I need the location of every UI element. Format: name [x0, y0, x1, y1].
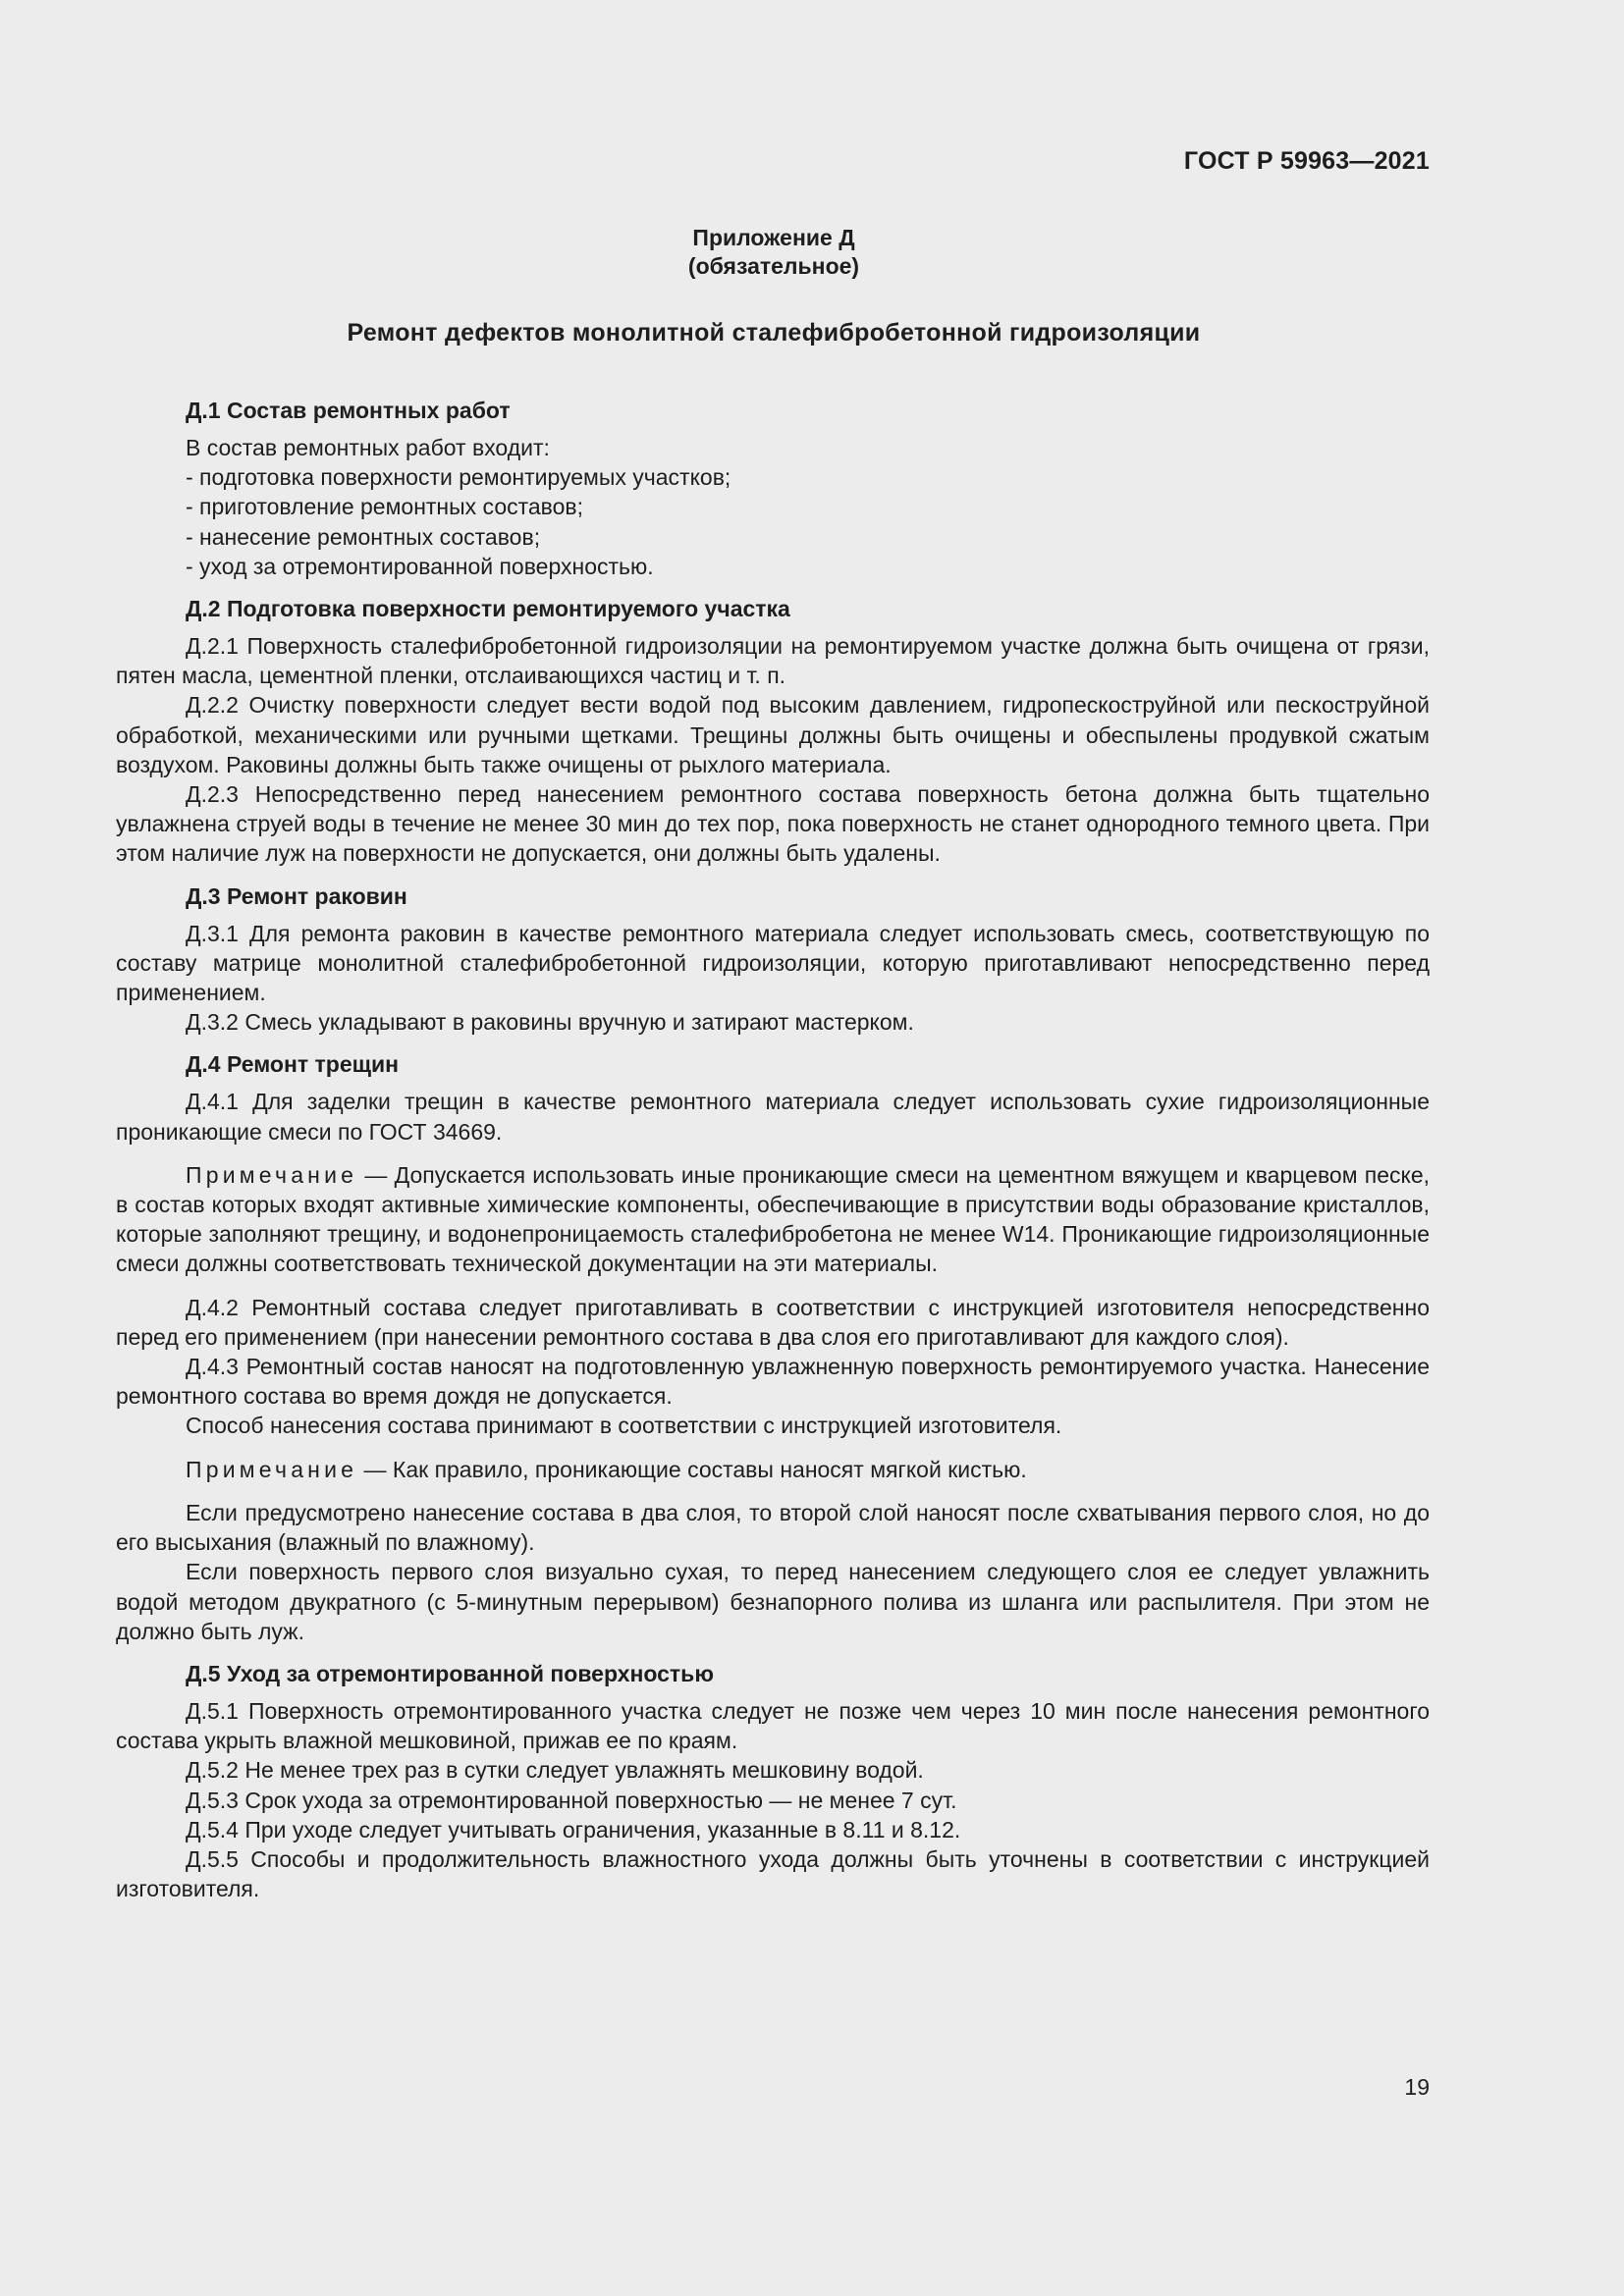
- section-heading-d1: Д.1 Состав ремонтных работ: [186, 398, 511, 423]
- paragraph-d5-4: Д.5.4 При уходе следует учитывать ограничения, указанные в 8.11 и 8.12.: [186, 1816, 961, 1842]
- section-heading-d2: Д.2 Подготовка поверхности ремонтируемого участка: [186, 596, 790, 622]
- paragraph-d4-3: Д.4.3 Ремонтный состав наносят на подготовленную увлажненную поверхность ремонтируемого участка. Нанесение ремонтного состава во время дождя не допускается.: [116, 1354, 1430, 1410]
- paragraph-d4-1: Д.4.1 Для заделки трещин в качестве ремонтного материала следует использовать сухие гидроизоляционные проникающие смеси по ГОСТ 34669.: [116, 1089, 1430, 1145]
- note-label: Примечание: [186, 1456, 358, 1482]
- paragraph-d4-2: Д.4.2 Ремонтный состава следует приготавливать в соответствии с инструкцией изготовителя непосредственно перед его применением (при нанесении ремонтного состава в два слоя его приготавливают для каждого слоя).: [116, 1294, 1430, 1350]
- appendix-heading: [0, 224, 1547, 281]
- list-item: - уход за отремонтированной поверхностью.: [186, 553, 654, 579]
- document-code: ГОСТ Р 59963—2021: [1183, 147, 1430, 175]
- section-d1-intro: В состав ремонтных работ входит:: [186, 435, 550, 460]
- list-item: - нанесение ремонтных составов;: [186, 523, 541, 550]
- paragraph-d2-3: Д.2.3 Непосредственно перед нанесением ремонтного состава поверхность бетона должна быть тщательно увлажнена струей воды в течение не менее 30 мин до тех пор, пока поверхность не станет однородного темного цвета. При этом наличие луж на поверхности не допускается, они должны быть удалены.: [116, 781, 1430, 867]
- note-d4-2: [116, 1455, 1430, 1484]
- document-body: [116, 396, 1430, 1903]
- paragraph-d4-5: Если предусмотрено нанесение состава в два слоя, то второй слой наносят после схватывания первого слоя, но до его высыхания (влажный по влажному).: [116, 1499, 1430, 1556]
- section-heading-d5: Д.5 Уход за отремонтированной поверхностью: [186, 1660, 714, 1686]
- appendix-title: Ремонт дефектов монолитной сталефибробетонной гидроизоляции: [347, 319, 1201, 347]
- list-item: - подготовка поверхности ремонтируемых участков;: [186, 464, 731, 491]
- appendix-status: (обязательное): [687, 253, 860, 279]
- paragraph-d4-4: Способ нанесения состава принимают в соответствии с инструкцией изготовителя.: [186, 1413, 1062, 1439]
- note-d4-1: [116, 1160, 1430, 1279]
- paragraph-d5-3: Д.5.3 Срок ухода за отремонтированной поверхностью — не менее 7 сут.: [186, 1787, 957, 1813]
- note-label: Примечание: [186, 1161, 358, 1188]
- section-heading-d3: Д.3 Ремонт раковин: [186, 882, 407, 909]
- appendix-label: Приложение Д: [692, 225, 855, 250]
- paragraph-d5-2: Д.5.2 Не менее трех раз в сутки следует увлажнять мешковину водой.: [186, 1757, 924, 1784]
- paragraph-d2-2: Д.2.2 Очистку поверхности следует вести водой под высоким давлением, гидропескоструйной или пескоструйной обработкой, механическими или ручными щетками. Трещины должны быть очищены и обеспылены продувкой сжатым воздухом. Раковины должны быть также очищены от рыхлого материала.: [116, 692, 1430, 777]
- paragraph-d3-2: Д.3.2 Смесь укладывают в раковины вручную и затирают мастерком.: [186, 1009, 914, 1036]
- section-heading-d4: Д.4 Ремонт трещин: [186, 1051, 400, 1078]
- paragraph-d5-5: Д.5.5 Способы и продолжительность влажностного ухода должны быть уточнены в соответствии с инструкцией изготовителя.: [116, 1845, 1430, 1902]
- paragraph-d3-1: Д.3.1 Для ремонта раковин в качестве ремонтного материала следует использовать смесь, соответствующую по составу матрице монолитной сталефибробетонной гидроизоляции, которую приготавливают непосредственно перед применением.: [116, 920, 1430, 1006]
- note-text: — Допускается использовать иные проникающие смеси на цементном вяжущем и кварцевом песке, в состав которых входят активные химические компоненты, обеспечивающие в присутствии воды образование кристаллов, которые заполняют трещину, и водонепроницаемость сталефибробетона не менее W14. Проникающие гидроизоляционные смеси должны соответствовать технической документации на эти материалы.: [116, 1161, 1430, 1277]
- paragraph-d5-1: Д.5.1 Поверхность отремонтированного участка следует не позже чем через 10 мин после нанесения ремонтного состава укрыть влажной мешковиной, прижав ее по краям.: [116, 1697, 1430, 1754]
- note-text: — Как правило, проникающие составы наносят мягкой кистью.: [357, 1456, 1027, 1482]
- paragraph-d4-6: Если поверхность первого слоя визуально сухая, то перед нанесением следующего слоя ее следует увлажнить водой методом двукратного (с 5-минутным перерывом) безнапорного полива из шланга или распылителя. При этом не должно быть луж.: [116, 1559, 1430, 1644]
- list-item: - приготовление ремонтных составов;: [186, 494, 584, 520]
- page-number: 19: [1404, 2074, 1430, 2100]
- paragraph-d2-1: Д.2.1 Поверхность сталефибробетонной гидроизоляции на ремонтируемом участке должна быть очищена от грязи, пятен масла, цементной пленки, отслаивающихся частиц и т. п.: [116, 633, 1430, 689]
